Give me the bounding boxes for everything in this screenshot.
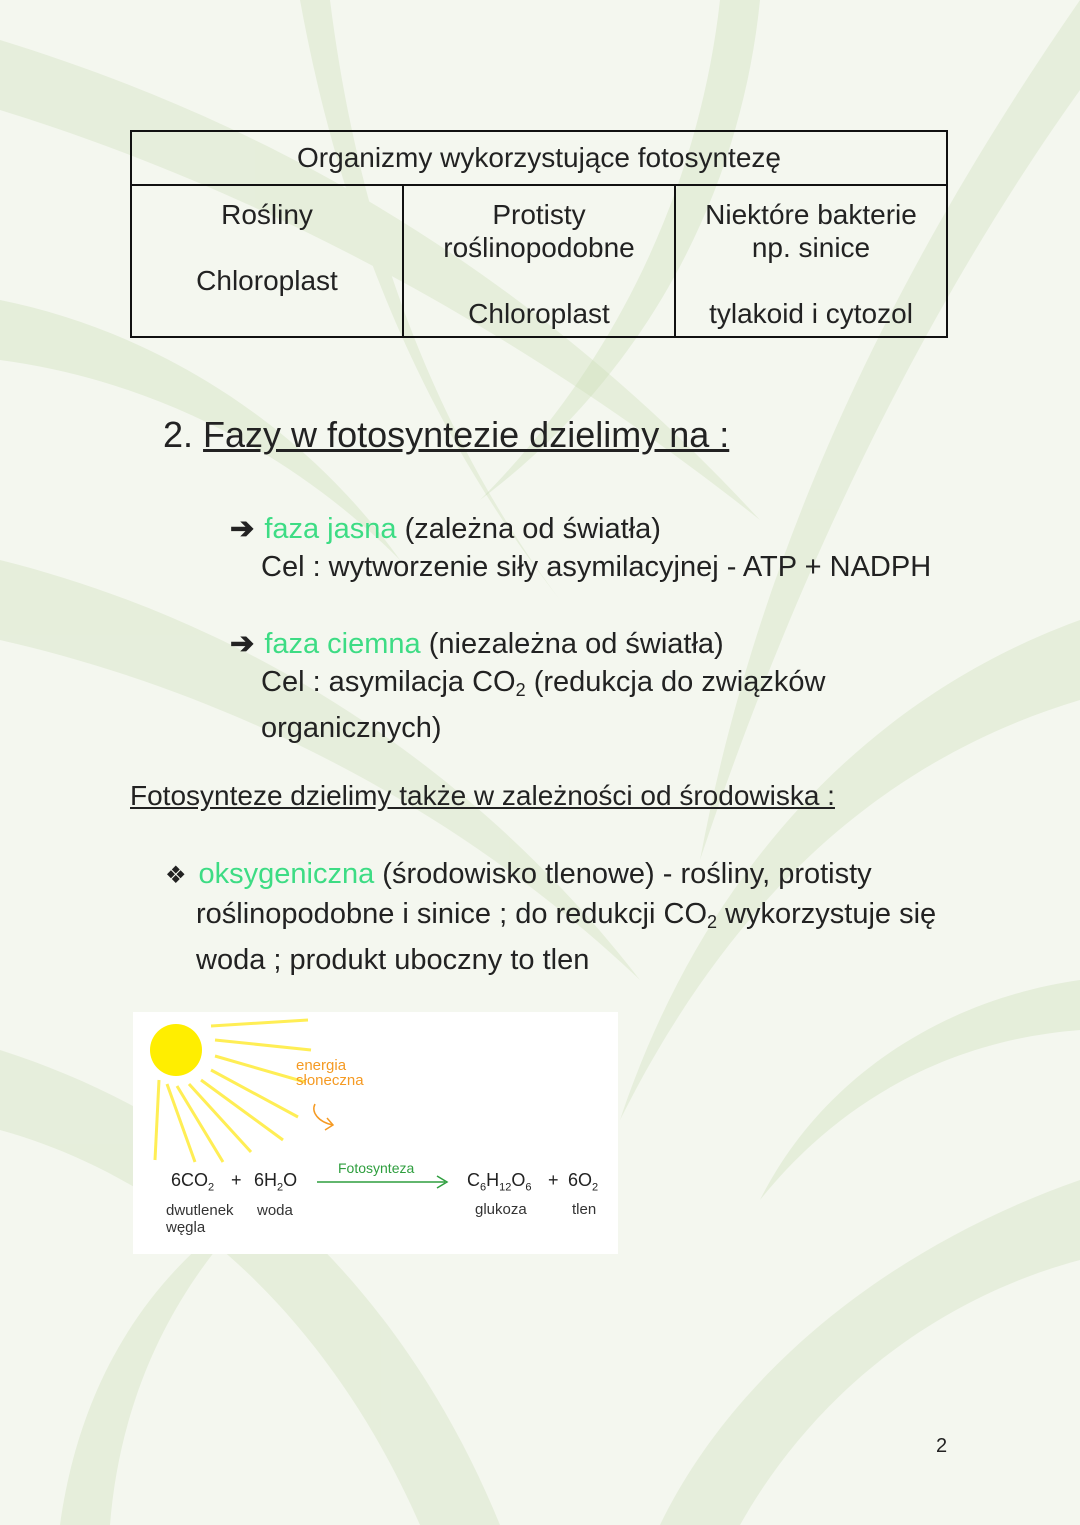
- section-number: 2.: [163, 414, 194, 455]
- page-number: 2: [936, 1435, 948, 1457]
- photosynthesis-diagram: [133, 1012, 618, 1254]
- phase-name: faza ciemna: [264, 628, 421, 660]
- table-column-protists: [403, 185, 675, 337]
- column-location: Chloroplast: [468, 298, 610, 329]
- environment-heading: Fotosynteze dzielimy także w zależności od środowiska :: [130, 780, 835, 811]
- table-column-plants: [131, 185, 403, 337]
- table-title: Organizmy wykorzystujące fotosyntezę: [131, 131, 947, 185]
- phase-goal: Cel : asymilacja $CO_2$ (redukcja do związków: [261, 666, 826, 700]
- phase-note: (zależna od światła): [404, 513, 661, 545]
- label-o2: tlen: [572, 1201, 597, 1218]
- formula-plus: +: [231, 1170, 242, 1190]
- column-name-line2: np. sinice: [751, 232, 871, 263]
- column-name: Rośliny: [221, 199, 313, 230]
- table-column-bacteria: [675, 185, 947, 337]
- item-line1: (środowisko tlenowe) - rośliny, protisty: [374, 858, 872, 890]
- label-glucose: glukoza: [475, 1201, 527, 1218]
- phase-note: (niezależna od światła): [428, 628, 724, 660]
- column-name-line2: roślinopodobne: [443, 232, 635, 263]
- formula-co2: $6CO_2$: [171, 1170, 215, 1194]
- section-heading: [163, 414, 729, 456]
- phase-name: faza jasna: [264, 513, 397, 545]
- column-location: tylakoid i cytozol: [709, 298, 913, 329]
- formula-plus: +: [548, 1170, 559, 1190]
- column-name: Niektóre bakterie: [705, 199, 917, 230]
- energy-label: energia słoneczna: [296, 1057, 364, 1089]
- label-h2o: woda: [257, 1202, 293, 1219]
- arrow-bullet-icon: ➔: [230, 513, 255, 545]
- item-line3: woda ; produkt uboczny to tlen: [196, 944, 590, 976]
- phase-goal: Cel : wytworzenie siły asymilacyjnej - ATP + NADPH: [261, 551, 932, 583]
- phase-goal-cont: organicznych): [261, 712, 442, 744]
- phase-light: [230, 510, 931, 586]
- section-title: Fazy w fotosyntezie dzielimy na :: [203, 414, 730, 455]
- label-co2: dwutlenek węgla: [166, 1202, 234, 1236]
- formula-o2: $6O_2$: [568, 1170, 599, 1194]
- sun-icon: [150, 1024, 202, 1076]
- item-name: oksygeniczna: [198, 858, 375, 890]
- column-location: Chloroplast: [196, 265, 338, 296]
- item-line2: roślinopodobne i sinice ; do redukcji $CO_2$ wykorzystuje się: [196, 898, 937, 932]
- arrow-bullet-icon: ➔: [230, 628, 255, 660]
- environment-item-oxygenic: [165, 855, 945, 979]
- column-name: Protisty: [492, 199, 586, 230]
- diamond-bullet-icon: ❖: [165, 862, 187, 889]
- phase-dark: [230, 625, 825, 747]
- formula-h2o: $6H_2O$: [254, 1170, 298, 1194]
- organisms-table: [130, 130, 948, 338]
- formula-glucose: $C_6H_{12}O_6$: [467, 1170, 532, 1194]
- process-label: Fotosynteza: [338, 1160, 415, 1176]
